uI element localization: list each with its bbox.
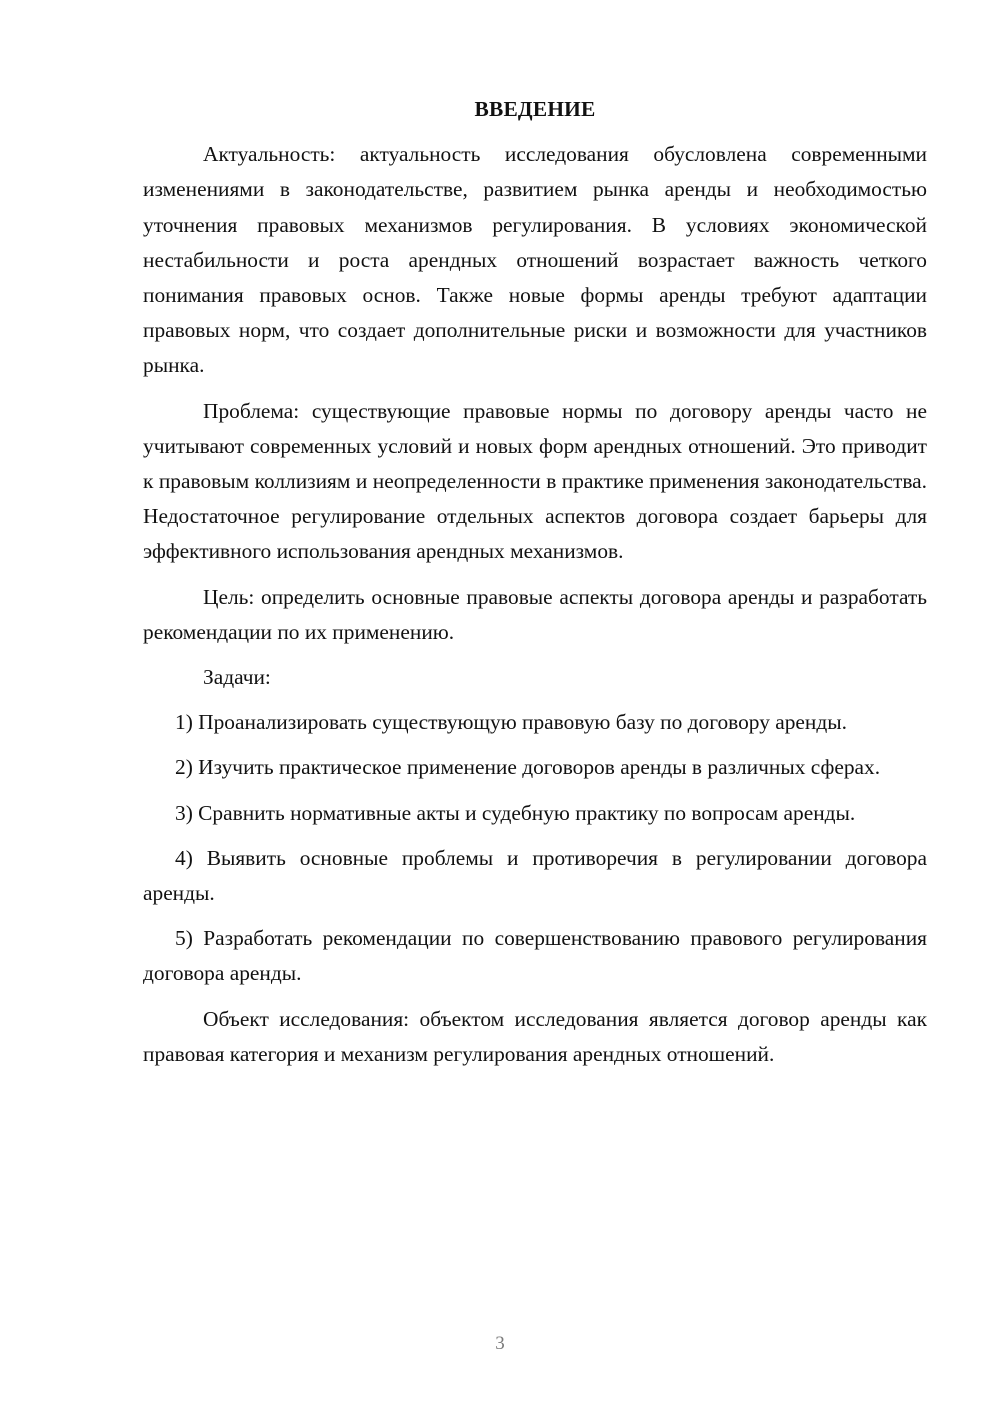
- relevance-paragraph: Актуальность: актуальность исследования обусловлена современными изменениями в законодательстве, развитием рынка аренды и необходимостью уточнения правовых механизмов регулирования. В условиях экономической нестабильности и роста арендных отношений возрастает важность четкого понимания правовых основ. Также новые формы аренды требуют адаптации правовых норм, что создает дополнительные риски и возможности для участников рынка.: [143, 142, 927, 378]
- section-heading: ВВЕДЕНИЕ: [474, 97, 596, 121]
- problem-paragraph: Проблема: существующие правовые нормы по договору аренды часто не учитывают современных условий и новых форм арендных отношений. Это приводит к правовым коллизиям и неопределенности в практике применения законодательства. Недостаточное регулирование отдельных аспектов договора создает барьеры для эффективного использования арендных механизмов.: [143, 398, 927, 564]
- task-item-4: 4) Выявить основные проблемы и противоречия в регулировании договора аренды.: [143, 845, 927, 906]
- page-content: [143, 92, 927, 1082]
- task-item-5: 5) Разработать рекомендации по совершенствованию правового регулирования договора аренды.: [143, 926, 927, 986]
- page-number: 3: [495, 1333, 505, 1354]
- task-item-1: 1) Проанализировать существующую правовую базу по договору аренды.: [175, 710, 847, 735]
- object-paragraph: Объект исследования: объектом исследования является договор аренды как правовая категория и механизм регулирования арендных отношений.: [143, 1006, 927, 1066]
- tasks-list: [143, 705, 927, 991]
- tasks-heading: Задачи:: [203, 665, 271, 690]
- goal-paragraph: Цель: определить основные правовые аспекты договора аренды и разработать рекомендации по их применению.: [143, 584, 927, 644]
- task-item-2: 2) Изучить практическое применение договоров аренды в различных сферах.: [175, 755, 881, 780]
- task-item-3: 3) Сравнить нормативные акты и судебную практику по вопросам аренды.: [175, 800, 856, 825]
